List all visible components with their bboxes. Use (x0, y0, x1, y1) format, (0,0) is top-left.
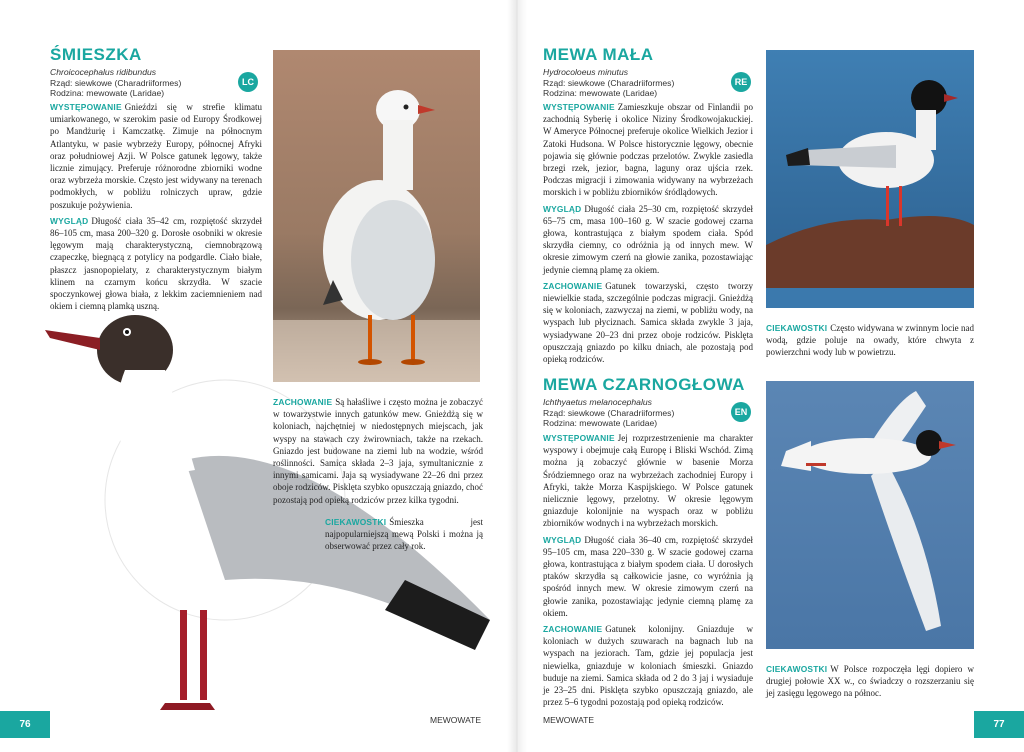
species-text-mewa-mala (543, 101, 753, 369)
behavior-label: ZACHOWANIE (543, 624, 603, 635)
appearance-text: Długość ciała 35–42 cm, rozpiętość skrzydeł 86–105 cm, masa 200–320 g. Dorosłe osobniki w okresie lęgowym mają charakterystyczną, ciemnobrązową czapeczkę, biegnącą z potylicy na podgardle. Ciało białe, płaszcz jasnopopielaty, z charakterystycznym białym klinem na czarnym końcu skrzydła. W szacie spoczynkowej głowa biała, z lekkim zaciemnieniem nad okiem i ciemną plamką uszną. (50, 215, 262, 312)
occurrence-paragraph (50, 101, 262, 211)
appearance-label: WYGLĄD (543, 534, 582, 545)
species-title-smieszka: ŚMIESZKA (50, 45, 142, 64)
page-number-left: 76 (0, 711, 50, 738)
trivia-text: W Polsce rozpoczęła lęgi dopiero w drugiej połowie XX w., co świadczy o rozszerzaniu się jej zasięgu lęgowego na północ. (766, 664, 974, 699)
appearance-paragraph (543, 203, 753, 276)
behavior-text: Są hałaśliwe i często można je zobaczyć w towarzystwie innych gatunków mew. Gnieżdżą się w koloniach, najchętniej w niedostępnych miejscach, jak wyspy na stawach czy żwirowniach, także na rzekach. Gniazdo jest budowane na ziemi lub na wodzie, wśród roślinności. Samica składa 2–3 jaja, symultanicznie z innymi samicami. Jaja są wysiadywane 22–26 dni przez oboje rodziców. Pisklęta szybko opuszczają gniazdo, choć pozostają pod opieką rodziców przez kilka tygodni. (273, 397, 483, 505)
behavior-label: ZACHOWANIE (273, 397, 333, 407)
order-name: Rząd: siewkowe (Charadriiformes) (543, 407, 675, 418)
little-gull-image (766, 50, 974, 308)
behavior-paragraph (543, 623, 753, 708)
occurrence-paragraph (543, 101, 753, 199)
latin-name: Ichthyaetus melanocephalus (543, 397, 652, 407)
trivia-paragraph (325, 516, 483, 553)
trivia-section-mewa-mala (766, 322, 974, 363)
family-name: Rodzina: mewowate (Laridae) (50, 88, 165, 99)
occurrence-label: WYSTĘPOWANIE (543, 433, 615, 443)
appearance-text: Długość ciała 25–30 cm, rozpiętość skrzydeł 65–75 cm, masa 100–160 g. W szacie godowej czarna głowa, kontrastująca z białym spodem ciała. Spód skrzydła ciemny, co odróżnia ją od innych mew. W okresie zimowym czerń na głowie zanika, pozostawiając jedynie ciemną plamę za okiem. (543, 203, 753, 275)
species-meta-smieszka (50, 67, 240, 99)
trivia-label: CIEKAWOSTKI (766, 664, 828, 674)
behavior-section-smieszka (273, 396, 483, 510)
trivia-label: CIEKAWOSTKI (325, 517, 387, 527)
trivia-section-smieszka (325, 516, 483, 557)
species-title-mewa-czarnoglowa: MEWA CZARNOGŁOWA (543, 375, 745, 394)
illustration-smieszka (45, 310, 490, 720)
behavior-paragraph (543, 280, 753, 365)
trivia-text: Śmieszka jest najpopularniejszą mewą Polski i można ją obserwować przez cały rok. (325, 517, 483, 552)
page-gutter (507, 0, 527, 752)
appearance-paragraph (543, 534, 753, 619)
order-name: Rząd: siewkowe (Charadriiformes) (50, 77, 182, 88)
mediterranean-gull-image (766, 381, 974, 649)
species-meta-mewa-czarnoglowa (543, 397, 733, 429)
appearance-label: WYGLĄD (50, 215, 89, 226)
species-text-mewa-czarnoglowa (543, 432, 753, 712)
latin-name: Hydrocoloeus minutus (543, 67, 629, 77)
occurrence-text: Jej rozprzestrzenienie ma charakter wyspowy i obejmuje całą Europę i Bliski Wschód. Zimą można ją zobaczyć głównie w basenie Morza Śródziemnego oraz na wybrzeżach zachodniej Europy i Afryki, także Morza Kaspijskiego. W Polsce gatunek nielicznie lęgowy, przelotny. W okresie lęgowym gniazduje kolonijnie na wyspach oraz w pobliżu zbiorników wodnych i na wybrzeżach morskich. (543, 433, 753, 529)
behavior-text: Gatunek towarzyski, często tworzy niewielkie stada, szczególnie podczas migracji. Gnieżdżą się w koloniach, zazwyczaj na ziemi, w pobliżu wody, na wyspach lub płyciznach. Samica składa zwykle 3 jaja, wysiadywane 20–23 dni przez oboje rodziców. Pisklęta opuszczają gniazdo po kilku dniach, ale pozostają pod opieką rodziców. (543, 280, 753, 365)
family-name: Rodzina: mewowate (Laridae) (543, 418, 658, 429)
appearance-label: WYGLĄD (543, 203, 582, 214)
species-meta-mewa-mala (543, 67, 733, 99)
conservation-status-badge: EN (731, 402, 751, 422)
footer-section-left: MEWOWATE (430, 715, 481, 725)
behavior-paragraph (273, 396, 483, 506)
occurrence-label: WYSTĘPOWANIE (543, 102, 615, 112)
page-number-right: 77 (974, 711, 1024, 738)
order-name: Rząd: siewkowe (Charadriiformes) (543, 77, 675, 88)
photo-mewa-czarnoglowa (766, 381, 974, 649)
trivia-section-mewa-czarnoglowa (766, 663, 974, 704)
behavior-text: Gatunek kolonijny. Gniazduje w koloniach w dużych szuwarach na bagnach lub na wyspach na jeziorach. Tam, gdzie jej populacja jest niewielka, gniazduje w koloniach śmieszki. Gniazdo buduje na ziemi. Samica składa od 2 do 3 jaj i wysiaduje je 23–25 dni. Pisklęta szybko opuszczają gniazdo, ale przez 5–6 tygodni pozostają pod opieką rodziców. (543, 624, 753, 708)
appearance-paragraph (50, 215, 262, 313)
trivia-paragraph (766, 322, 974, 359)
footer-section-right: MEWOWATE (543, 715, 594, 725)
photo-mewa-mala (766, 50, 974, 308)
latin-name: Chroicocephalus ridibundus (50, 67, 157, 77)
trivia-label: CIEKAWOSTKI (766, 323, 828, 333)
gull-illustration-image (45, 310, 490, 720)
species-title-mewa-mala: MEWA MAŁA (543, 45, 654, 64)
conservation-status-badge: RE (731, 72, 751, 92)
species-text-smieszka (50, 101, 262, 316)
behavior-label: ZACHOWANIE (543, 280, 603, 291)
occurrence-text: Zamieszkuje obszar od Finlandii po zachodnią Syberię i okolice Niziny Środkowojakuckiej. W Ameryce Północnej preferuje okolice Wielkich Jezior i Zatoki Hudsona. W Polsce historycznie lęgowy, obecnie pojawia się głównie podczas przelotów. Zwykle zasiedla brzegi rzek, jezior, bagna, laguny oraz ujścia rzek. Podczas migracji i zimowania widywany na wybrzeżach morskich i w pobliżu zbiorników śródlądowych. (543, 102, 753, 198)
occurrence-text: Gnieździ się w strefie klimatu umiarkowanego, w szerokim pasie od Europy Środkowej po Mandżurię i Kamczatkę. Zimuje na północnym Atlantyku, w pasie wybrzeży Europy, północnej Afryki oraz południowej Azji. W Polsce gatunek lęgowy, także licznie zimujący. Preferuje różnorodne zbiorniki wodne oraz wybrzeża morskie. Często jest widywany na terenach podmokłych, w pobliżu rolniczych upraw, gdzie poszukuje pożywienia. (50, 102, 262, 210)
conservation-status-badge: LC (238, 72, 258, 92)
family-name: Rodzina: mewowate (Laridae) (543, 88, 658, 99)
trivia-text: Często widywana w zwinnym locie nad wodą, gdzie poluje na owady, które chwyta z powierzchni wody lub w powietrzu. (766, 323, 974, 358)
occurrence-paragraph (543, 432, 753, 530)
occurrence-label: WYSTĘPOWANIE (50, 102, 122, 112)
appearance-text: Długość ciała 36–40 cm, rozpiętość skrzydeł 95–105 cm, masa 220–330 g. W szacie godowej czarna głowa, kontrastująca z białym spodem ciała. U dorosłych ptaków skrzydła są całkowicie jasne, co wyróżnia ją spośród innych mew. W okresie zimowym czerń na głowie zanika, pozostawiając jedynie ciemną plamę za okiem. (543, 534, 753, 618)
trivia-paragraph (766, 663, 974, 700)
